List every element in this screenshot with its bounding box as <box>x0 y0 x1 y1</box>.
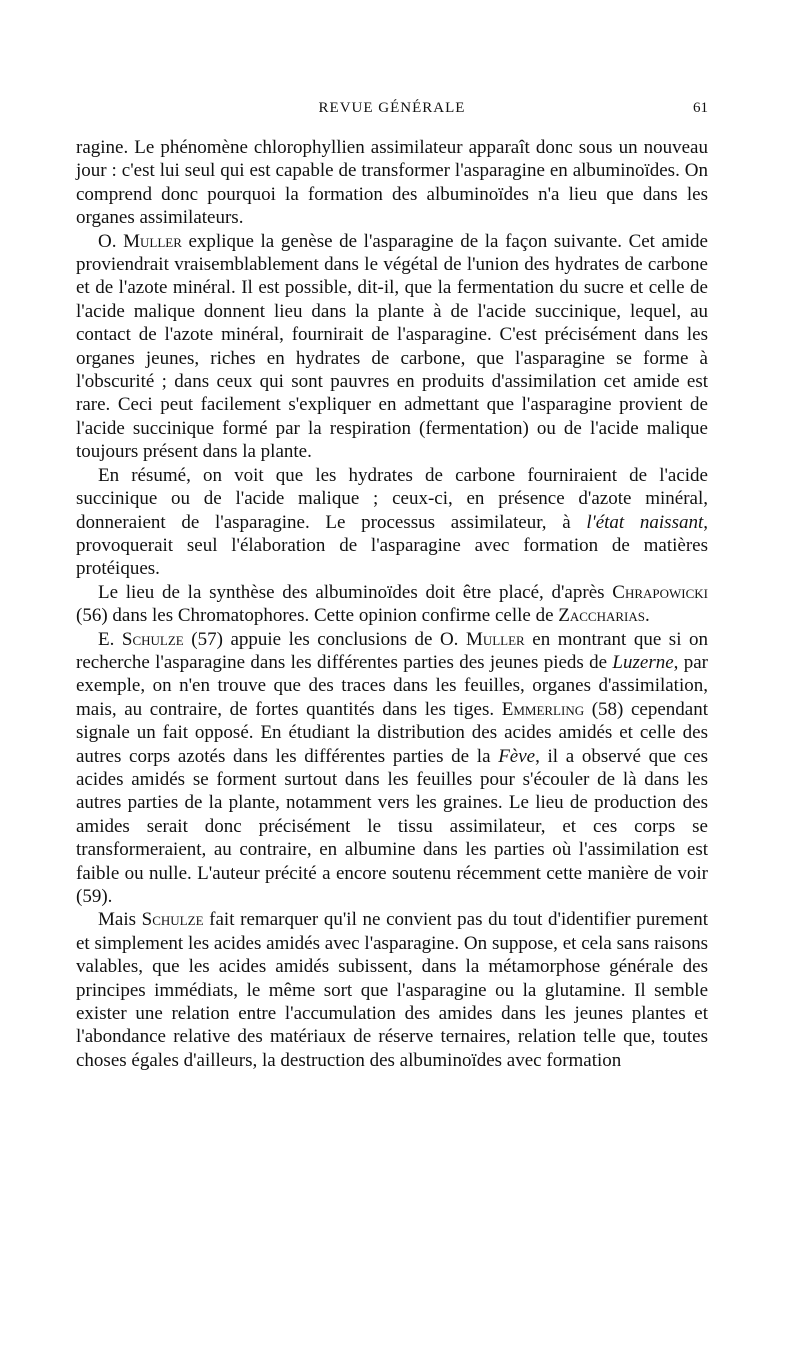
paragraph <box>76 628 708 909</box>
paragraph <box>76 464 708 581</box>
text-run: En résumé, on voit que les hydrates de carbone fourniraient de l'acide succinique ou de l'acide malique ; ceux-ci, en présence d'azote minéral, donneraient de l'asparagine. Le processus assimilateur, à <box>76 464 708 533</box>
text-run: fait remarquer qu'il ne convient pas du tout d'identifier purement et simplement les acides amidés avec l'asparagine. On suppose, et cela sans raisons valables, que les acides amidés subissent, dans la métamorphose générale des principes immédiats, le même sort que l'asparagine ou la glutamine. Il semble exister une relation entre l'accumulation des amides dans les jeunes plantes et l'abondance relative des matériaux de réserve ternaires, relation telle que, toutes choses égales d'ailleurs, la destruction des albuminoïdes avec formation <box>76 909 709 1071</box>
text-run: . <box>645 605 650 627</box>
text-run: Mais <box>98 909 142 931</box>
text-run: en montrant que si on recherche l'asparagine dans les différentes parties des jeunes pieds de <box>76 628 709 673</box>
author-name: Chrapowicki <box>612 581 708 603</box>
paragraph <box>76 230 708 464</box>
author-name: Schulze <box>141 909 204 931</box>
author-name: Muller <box>123 230 182 252</box>
text-run: Le lieu de la synthèse des albuminoïdes doit être placé, d'après <box>98 581 613 603</box>
author-name: Emmerling <box>501 698 585 720</box>
text-run: ragine. Le phénomène chlorophyllien assimilateur apparaît donc sous un nouveau jour : c'est lui seul qui est capable de transformer l'asparagine en albuminoïdes. On comprend donc pourquoi la formation des albuminoïdes n'a lieu que dans les organes assimilateurs. <box>76 137 708 229</box>
paragraph <box>76 908 708 1072</box>
text-run: O. <box>98 230 124 252</box>
author-name: Zaccharias <box>558 605 645 627</box>
author-name: Muller <box>465 628 525 650</box>
text-run: (58) cependant signale un fait opposé. En étudiant la distribution des acides amidés et celle des autres corps azotés dans les différentes parties de la <box>76 698 709 767</box>
text-run: explique la genèse de l'asparagine de la façon suivante. Cet amide proviendrait vraisemblablement dans le végétal de l'union des hydrates de carbone et de l'azote minéral. Il est possible, dit-il, que la fermentation du sucre et celle de l'acide malique donnent lieu dans la plante à de l'acide succinique, lequel, au contact de l'azote minéral, fournirait de l'asparagine. C'est précisément dans les organes jeunes, riches en hydrates de carbone, que l'asparagine se forme à l'obscurité ; dans ceux qui sont pauvres en produits d'assimilation cet amide est rare. Ceci peut facilement s'expliquer en admettant que l'asparagine provient de l'acide succinique formé par la respiration (fermentation) ou de l'acide malique toujours présent dans la plante. <box>76 230 708 463</box>
running-header <box>76 100 708 124</box>
running-title: REVUE GÉNÉRALE <box>318 100 466 116</box>
page-number: 61 <box>693 100 708 116</box>
text-run: (57) appuie les conclusions de O. <box>183 628 466 650</box>
text-run: , par exemple, on n'en trouve que des traces dans les feuilles, organes d'assimilation, mais, au contraire, de fortes quantités dans les tiges. <box>76 651 708 720</box>
italic-term: Fève <box>498 745 536 767</box>
italic-term: Luzerne <box>612 651 674 673</box>
paragraph <box>76 581 708 628</box>
text-run: E. <box>98 628 122 650</box>
text-run: , il a observé que ces acides amidés se forment surtout dans les feuilles pour s'écouler de là dans les autres parties de la plante, notamment vers les graines. Le lieu de production des amides serait donc précisément le tissu assimilateur, et ces corps se transformeraient, au contraire, en albumine dans les parties où l'assimilation est faible ou nulle. L'auteur précité a encore soutenu récemment cette manière de voir (59). <box>76 745 708 907</box>
body-text <box>76 136 708 1072</box>
paragraph <box>76 136 708 230</box>
text-run: (56) dans les Chromatophores. Cette opinion confirme celle de <box>76 605 559 627</box>
author-name: Schulze <box>121 628 184 650</box>
italic-term: l'état naissant <box>586 511 704 533</box>
text-run: , provoquerait seul l'élaboration de l'asparagine avec formation de matières protéiques. <box>76 511 708 580</box>
